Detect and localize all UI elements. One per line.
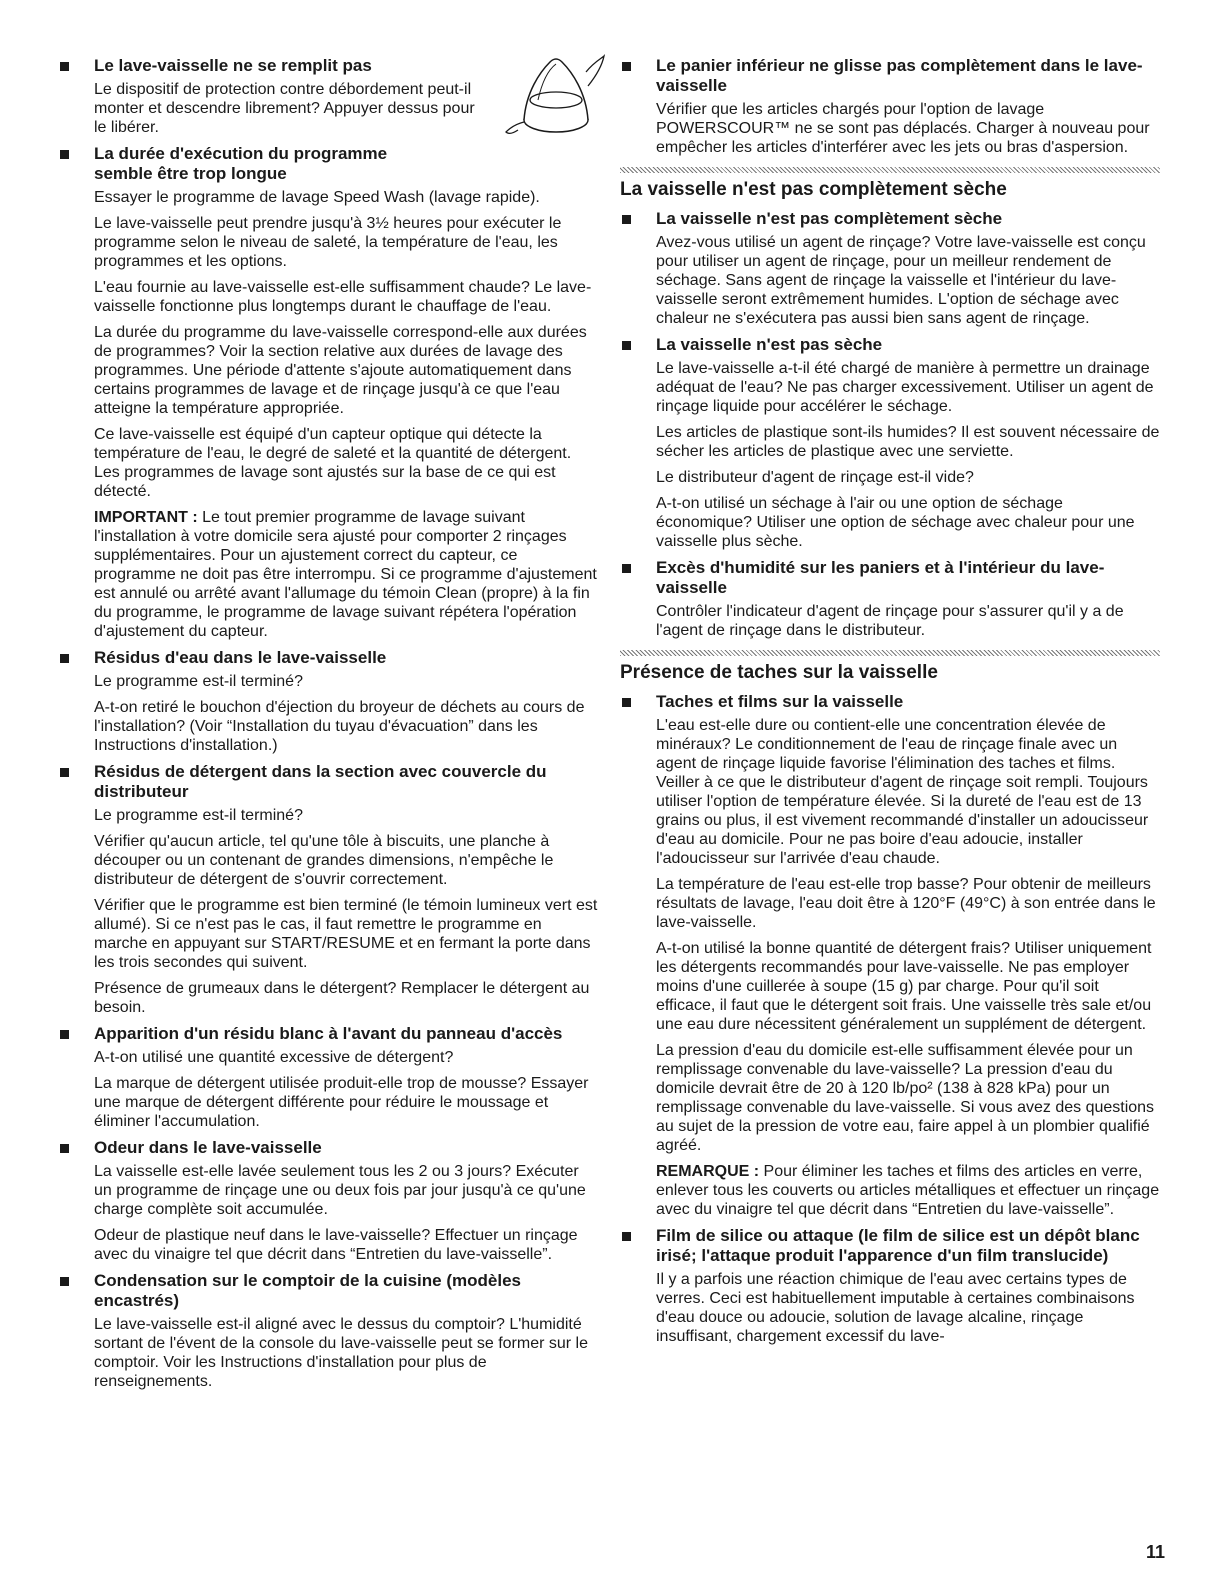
item-title: Apparition d'un résidu blanc à l'avant du panneau d'accès <box>94 1024 563 1043</box>
paragraph: Avez-vous utilisé un agent de rinçage? Votre lave-vaisselle est conçu pour utiliser un agent de rinçage, pour un meilleur rendement de séchage. Sans agent de rinçage la vaisselle et l'intérieur du lave-vaisselle seront extrêmement humides. L'option de séchage avec chaleur ne s'exécutera pas aussi bien sans agent de rinçage. <box>656 234 1146 327</box>
bullet-icon <box>622 698 631 707</box>
section-divider <box>620 650 1160 656</box>
paragraph: Les articles de plastique sont-ils humides? Il est souvent nécessaire de sécher les articles de plastique avec une serviette. <box>656 424 1160 460</box>
paragraph: Odeur de plastique neuf dans le lave-vaisselle? Effectuer un rinçage avec du vinaigre tel que décrit dans “Entretien du lave-vaisselle”. <box>94 1227 578 1263</box>
item-odor <box>58 1138 598 1264</box>
section-divider <box>620 167 1160 173</box>
remarque-note <box>656 1162 1160 1219</box>
paragraph: A-t-on utilisé la bonne quantité de détergent frais? Utiliser uniquement les détergents recommandés pour lave-vaisselle. Ne pas employer moins d'une cuillerée à soupe (15 g) par charge. Pour qu'il soit efficace, il faut que le détergent soit frais. Une vaisselle très sale et/ou une eau dure nécessitent généralement un supplément de détergent. <box>656 940 1152 1033</box>
paragraph: Le lave-vaisselle peut prendre jusqu'à 3½ heures pour exécuter le programme selon le niveau de saleté, la température de l'eau, les programmes et les options. <box>94 215 562 270</box>
paragraph: La vaisselle est-elle lavée seulement tous les 2 ou 3 jours? Exécuter un programme de rinçage une ou deux fois par jour jusqu'à ce qu'une charge complète soit accumulée. <box>94 1163 586 1218</box>
item-title: Excès d'humidité sur les paniers et à l'intérieur du lave-vaisselle <box>656 558 1105 597</box>
item-long-cycle <box>58 144 598 641</box>
paragraph: Contrôler l'indicateur d'agent de rinçage pour s'assurer qu'il y a de l'agent de rinçage dans le distributeur. <box>656 603 1124 639</box>
bullet-icon <box>622 564 631 573</box>
item-no-fill <box>58 56 598 137</box>
item-title: Résidus d'eau dans le lave-vaisselle <box>94 648 387 667</box>
section-title: Présence de taches sur la vaisselle <box>620 662 938 683</box>
bullet-icon <box>60 62 69 71</box>
paragraph: A-t-on utilisé une quantité excessive de détergent? <box>94 1049 454 1066</box>
bullet-icon <box>60 654 69 663</box>
section-title: La vaisselle n'est pas complètement sèche <box>620 179 1007 200</box>
item-excess-humidity <box>620 558 1160 640</box>
bullet-icon <box>622 215 631 224</box>
item-condensation <box>58 1271 598 1391</box>
left-column <box>58 56 598 1398</box>
item-not-fully-dry <box>620 209 1160 328</box>
item-silica-film <box>620 1226 1160 1346</box>
paragraph: Vérifier qu'aucun article, tel qu'une tôle à biscuits, une planche à découper ou un contenant de grandes dimensions, n'empêche le distributeur de détergent de s'ouvrir correctement. <box>94 833 554 888</box>
remarque-text: Pour éliminer les taches et films des articles en verre, enlever tous les couverts ou articles métalliques et effectuer un rinçage avec du vinaigre tel que décrit dans “Entretien du lave-vaisselle”. <box>656 1163 1160 1218</box>
remarque-label: REMARQUE : <box>656 1163 760 1180</box>
bullet-icon <box>622 1232 631 1241</box>
item-detergent-residue <box>58 762 598 1017</box>
paragraph: Vérifier que les articles chargés pour l'option de lavage POWERSCOUR™ ne se sont pas déplacés. Charger à nouveau pour empêcher les articles d'interférer avec les jets ou bras d'aspersion. <box>656 101 1150 156</box>
bullet-icon <box>60 768 69 777</box>
paragraph: L'eau est-elle dure ou contient-elle une concentration élevée de minéraux? Le conditionnement de l'eau de rinçage finale avec un agent de rinçage liquide favorise l'élimination des taches et films. Veiller à ce que le distributeur d'agent de rinçage soit rempli. Toujours utiliser l'option de température élevée. Si la dureté de l'eau est de 13 grains ou plus, il est vivement recommandé d'installer un adoucisseur d'eau au domicile. Pour ne pas boire d'eau adoucie, installer l'adoucisseur sur l'arrivée d'eau chaude. <box>656 717 1149 867</box>
item-title: La durée d'exécution du programme semble être trop longue <box>94 144 388 183</box>
bullet-icon <box>60 1030 69 1039</box>
paragraph: Le dispositif de protection contre débordement peut-il monter et descendre librement? Appuyer dessus pour le libérer. <box>94 81 475 136</box>
item-title: La vaisselle n'est pas complètement sèche <box>656 209 1003 228</box>
paragraph: Vérifier que le programme est bien terminé (le témoin lumineux vert est allumé). Si ce n'est pas le cas, il faut remettre le programme en marche en appuyant sur START/RESUME et en fermant la porte dans les trois secondes qui suivent. <box>94 897 598 971</box>
paragraph: L'eau fournie au lave-vaisselle est-elle suffisamment chaude? Le lave-vaisselle fonctionne plus longtemps durant le chauffage de l'eau. <box>94 279 592 315</box>
paragraph: A-t-on utilisé un séchage à l'air ou une option de séchage économique? Utiliser une option de séchage avec chaleur pour une vaisselle plus sèche. <box>656 495 1135 550</box>
bullet-icon <box>60 1277 69 1286</box>
item-title: Film de silice ou attaque (le film de silice est un dépôt blanc irisé; l'attaque produit l'apparence d'un film translucide) <box>656 1226 1140 1265</box>
item-title: Le panier inférieur ne glisse pas complètement dans le lave-vaisselle <box>656 56 1143 95</box>
item-white-residue <box>58 1024 598 1131</box>
paragraph: Essayer le programme de lavage Speed Wash (lavage rapide). <box>94 189 540 206</box>
item-title: Odeur dans le lave-vaisselle <box>94 1138 322 1157</box>
item-water-residue <box>58 648 598 755</box>
overfill-protector-icon <box>498 52 608 142</box>
bullet-icon <box>60 150 69 159</box>
item-lower-rack <box>620 56 1160 157</box>
paragraph: Le distributeur d'agent de rinçage est-il vide? <box>656 469 974 486</box>
paragraph: Le lave-vaisselle a-t-il été chargé de manière à permettre un drainage adéquat de l'eau? Ne pas charger excessivement. Utiliser un agent de rinçage liquide pour accélérer le séchage. <box>656 360 1154 415</box>
paragraph: La durée du programme du lave-vaisselle correspond-elle aux durées de programmes? Voir la section relative aux durées de lavage des programmes. Une période d'attente s'ajoute automatiquement dans certains programmes de lavage et de rinçage jusqu'à ce que l'eau atteigne la température appropriée. <box>94 324 587 417</box>
paragraph: La marque de détergent utilisée produit-elle trop de mousse? Essayer une marque de détergent différente pour réduire le moussage et éliminer l'accumulation. <box>94 1075 589 1130</box>
paragraph: Le lave-vaisselle est-il aligné avec le dessus du comptoir? L'humidité sortant de l'évent de la console du lave-vaisselle peut se former sur le comptoir. Voir les Instructions d'installation pour plus de renseignements. <box>94 1316 588 1390</box>
item-title: La vaisselle n'est pas sèche <box>656 335 883 354</box>
important-text: Le tout premier programme de lavage suivant l'installation à votre domicile sera ajusté pour comporter 2 rinçages supplémentaires. Pour un ajustement correct du capteur, ce programme ne doit pas être interrompu. Si ce programme d'ajustement est annulé ou arrêté avant l'allumage du témoin Clean (propre) à la fin du programme, le programme de lavage suivant répétera l'opération d'ajustement du capteur. <box>94 509 597 640</box>
paragraph: La température de l'eau est-elle trop basse? Pour obtenir de meilleurs résultats de lavage, l'eau doit être à 120°F (49°C) à son entrée dans le lave-vaisselle. <box>656 876 1156 931</box>
page-number: 11 <box>1145 1542 1165 1562</box>
right-column <box>620 56 1160 1353</box>
paragraph: A-t-on retiré le bouchon d'éjection du broyeur de déchets au cours de l'installation? (Voir “Installation du tuyau d'évacuation” dans les Instructions d'installation.) <box>94 699 585 754</box>
item-title: Condensation sur le comptoir de la cuisine (modèles encastrés) <box>94 1271 521 1310</box>
bullet-icon <box>622 62 631 71</box>
paragraph: La pression d'eau du domicile est-elle suffisamment élevée pour un remplissage convenable du lave-vaisselle? La pression d'eau du domicile devrait être de 20 à 120 lb/po² (138 à 828 kPa) pour un remplissage convenable du lave-vaisselle. Si vous avez des questions au sujet de la pression de votre eau, faire appel à un plombier qualifié agréé. <box>656 1042 1155 1154</box>
item-title: Résidus de détergent dans la section avec couvercle du distributeur <box>94 762 547 801</box>
important-label: IMPORTANT : <box>94 509 198 526</box>
bullet-icon <box>60 1144 69 1153</box>
paragraph: Présence de grumeaux dans le détergent? Remplacer le détergent au besoin. <box>94 980 590 1016</box>
paragraph: Le programme est-il terminé? <box>94 807 303 824</box>
bullet-icon <box>622 341 631 350</box>
section-header-drying <box>620 167 1160 201</box>
section-header-spots <box>620 650 1160 684</box>
paragraph: Il y a parfois une réaction chimique de l'eau avec certains types de verres. Ceci est habituellement imputable à certaines combinaisons d'eau douce ou adoucie, solution de lavage alcaline, rinçage insuffisant, chargement excessif du lave- <box>656 1271 1135 1345</box>
paragraph: Le programme est-il terminé? <box>94 673 303 690</box>
paragraph: Ce lave-vaisselle est équipé d'un capteur optique qui détecte la température de l'eau, le degré de saleté et la quantité de détergent. Les programmes de lavage sont ajustés sur la base de ce qui est détecté. <box>94 426 572 500</box>
important-note <box>94 508 598 641</box>
item-title: Le lave-vaisselle ne se remplit pas <box>94 56 372 75</box>
item-not-dry <box>620 335 1160 551</box>
item-title: Taches et films sur la vaisselle <box>656 692 904 711</box>
item-spots-films <box>620 692 1160 1219</box>
